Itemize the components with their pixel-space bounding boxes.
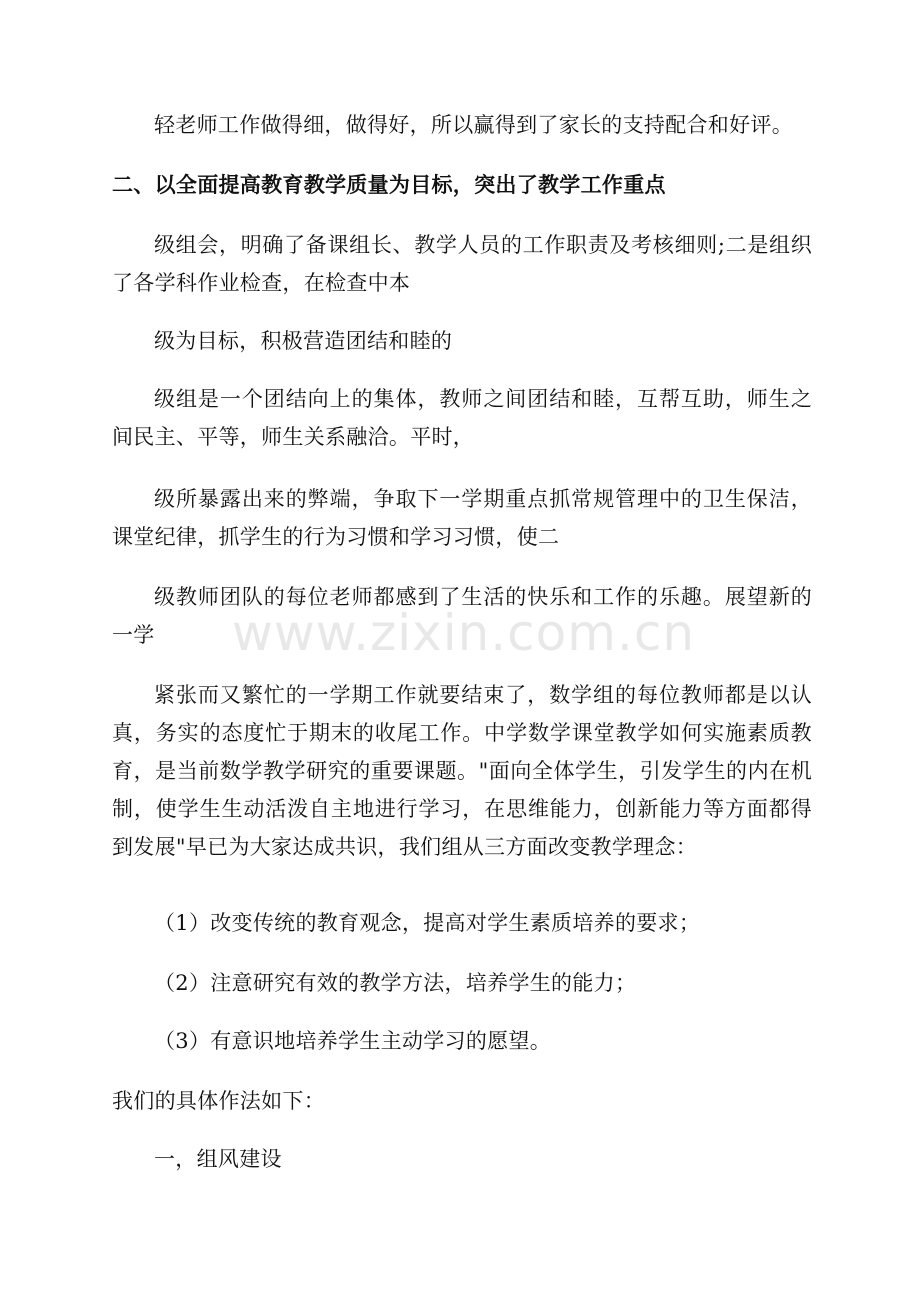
section-heading-2: 二、以全面提高教育教学质量为目标，突出了教学工作重点 (112, 173, 666, 197)
list-item-2: （2）注意研究有效的教学方法，培养学生的能力； (154, 971, 637, 995)
list-item-3: （3）有意识地培养学生主动学习的愿望。 (154, 1029, 552, 1053)
list-item-1: （1）改变传统的教育观念，提高对学生素质培养的要求； (154, 911, 701, 935)
subheading-group-style: 一，组风建设 (154, 1147, 282, 1171)
paragraph-method-intro: 我们的具体作法如下： (112, 1089, 325, 1113)
paragraph-8: 紧张而又繁忙的一学期工作就要结束了，数学组的每位教师都是以认真，务实的态度忙于期末的收尾工作。中学数学课堂教学如何实施素质教育，是当前数学教学研究的重要课题。"面向全体学生，引发学生的内在机制，使学生生动活泼自主地进行学习，在思维能力，创新能力等方面都得到发展"早已为大家达成共识，我们组从三方面改变教学理念： (112, 683, 812, 859)
paragraph-6: 级所暴露出来的弊端，争取下一学期重点抓常规管理中的卫生保洁，课堂纪律，抓学生的行为习惯和学习习惯，使二 (112, 487, 812, 549)
paragraph-1: 轻老师工作做得细，做得好，所以赢得到了家长的支持配合和好评。 (154, 113, 793, 137)
paragraph-5: 级组是一个团结向上的集体，教师之间团结和睦，互帮互助，师生之间民主、平等，师生关系融洽。平时， (112, 387, 812, 449)
paragraph-4: 级为目标，积极营造团结和睦的 (154, 329, 453, 353)
paragraph-3: 级组会，明确了备课组长、教学人员的工作职责及考核细则;二是组织了各学科作业检查，在检查中本 (112, 233, 812, 295)
paragraph-7: 级教师团队的每位老师都感到了生活的快乐和工作的乐趣。展望新的一学 (112, 585, 812, 647)
watermark-text: www.zixin.com.cn (232, 604, 696, 662)
